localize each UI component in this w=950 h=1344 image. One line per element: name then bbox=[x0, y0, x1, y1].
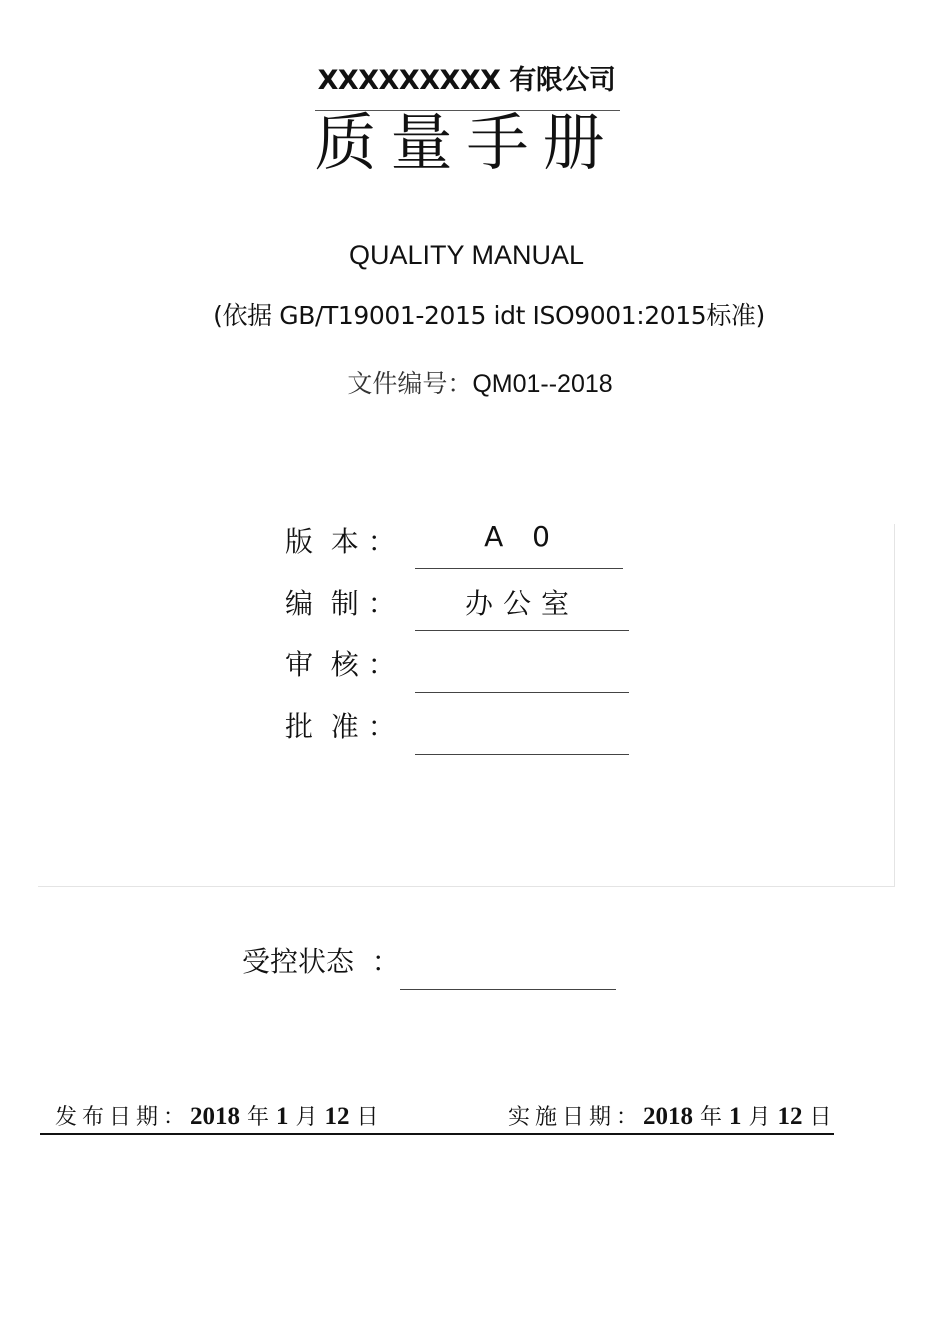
issue-month: 1 bbox=[276, 1103, 289, 1130]
control-status-label: 受控状态 ： bbox=[242, 945, 400, 978]
reviewed-by-underline bbox=[415, 692, 629, 693]
english-title: QUALITY MANUAL bbox=[348, 240, 585, 270]
standard-basis: (依据 GB/T19001-2015 idt ISO9001:2015标准) bbox=[213, 301, 765, 330]
reviewed-by-label: 审 核 ： bbox=[285, 648, 396, 681]
compiled-by-underline bbox=[415, 630, 629, 631]
issue-day-char: 日 bbox=[356, 1105, 379, 1130]
document-number-label: 文件编号： bbox=[347, 369, 473, 398]
effective-month-char: 月 bbox=[748, 1105, 771, 1130]
company-name: XXXXXXXXX 有限公司 bbox=[317, 65, 616, 96]
issue-year: 2018 bbox=[190, 1103, 241, 1130]
issue-month-char: 月 bbox=[295, 1105, 318, 1130]
issue-day: 12 bbox=[324, 1103, 350, 1130]
approval-box bbox=[38, 524, 895, 887]
effective-date-label: 实施日期： bbox=[508, 1105, 644, 1130]
document-number bbox=[0, 364, 950, 400]
effective-date bbox=[508, 1100, 832, 1131]
date-underline bbox=[40, 1133, 834, 1135]
compiled-by-value: 办公室 bbox=[464, 587, 579, 620]
document-number-value: QM01--2018 bbox=[472, 370, 613, 398]
version-value: A 0 bbox=[484, 520, 560, 553]
issue-date-label: 发布日期： bbox=[55, 1105, 191, 1130]
version-underline bbox=[415, 568, 623, 569]
issue-year-char: 年 bbox=[247, 1105, 270, 1130]
effective-year: 2018 bbox=[643, 1103, 694, 1130]
approved-by-underline bbox=[415, 754, 629, 755]
document-title: 质量手册 bbox=[314, 106, 619, 179]
effective-month: 1 bbox=[729, 1103, 742, 1130]
version-label: 版 本 ： bbox=[285, 525, 396, 558]
effective-day: 12 bbox=[777, 1103, 803, 1130]
compiled-by-label: 编 制 ： bbox=[285, 587, 396, 620]
approved-by-label: 批 准 ： bbox=[285, 710, 396, 743]
effective-day-char: 日 bbox=[809, 1105, 832, 1130]
issue-date bbox=[55, 1100, 379, 1131]
control-status-underline bbox=[400, 989, 616, 990]
effective-year-char: 年 bbox=[700, 1105, 723, 1130]
